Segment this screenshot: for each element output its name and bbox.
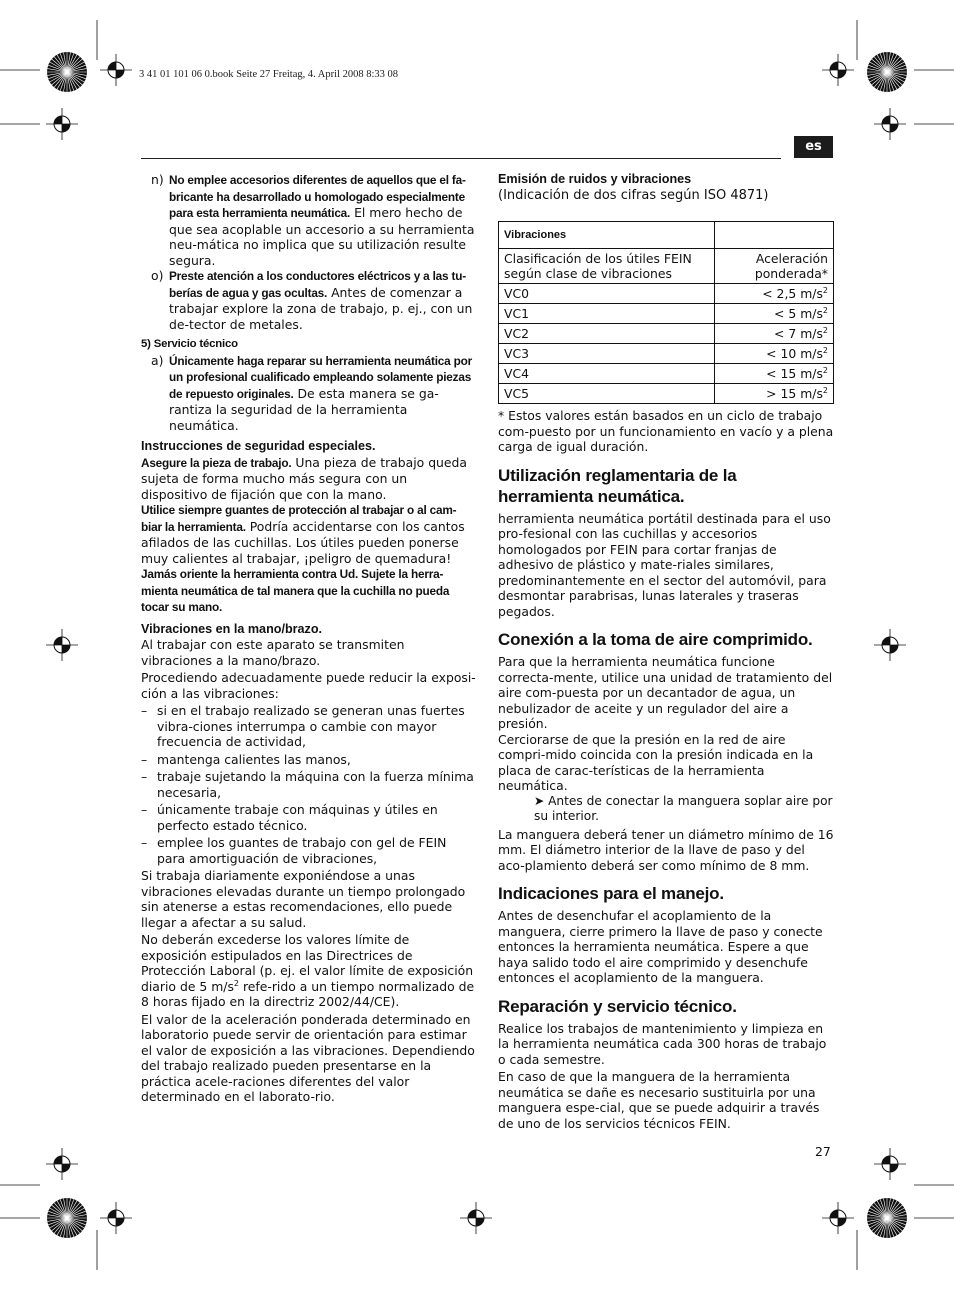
table-col1-header: Clasificación de los útiles FEIN según clase de vibraciones <box>499 249 715 284</box>
acceleration-value: < 2,5 $m/s^2$ <box>715 284 834 304</box>
vibrations-p2: Procediendo adecuadamente puede reducir la exposi-ción a las vibraciones: <box>141 670 476 701</box>
bottom-crop-marks <box>0 1185 954 1270</box>
compressed-air-p1: Para que la herramienta neumática funcione correcta-mente, utilice una unidad de tratamiento del aire com-puesta por un decantador de agua, un nebulizador de aceite y un regulador del aire a presión. <box>498 654 833 731</box>
arrow-right-icon: ➤ <box>534 793 545 808</box>
vibration-class: VC3 <box>499 344 715 364</box>
vibrations-p5: El valor de la aceleración ponderada determinado en laboratorio puede servir de orientación para estimar el valor de exposición a las vibraciones. Dependiendo del trabajo realizado pueden presentarse en la práctica acele-raciones diferentes del valor determinado en el laborato-rio. <box>141 1011 475 1104</box>
table-body <box>499 284 834 404</box>
paragraph-gloves: Utilice siempre guantes de protección al trabajar o al cam-biar la herramienta. Podría accidentarse con los cantos afilados de las cuchillas. Los útiles pueden ponerse muy calientes al trabajar, ¡peligro de quemadura! <box>141 503 465 566</box>
bullet-text: si en el trabajo realizado se generan unas fuertes vibra-ciones interrumpa o cambie con mayor frecuencia de actividad, <box>157 703 465 749</box>
table-header-label: Vibraciones <box>499 222 715 249</box>
bullet-text: trabaje sujetando la máquina con la fuerza mínima necesaria, <box>157 769 474 800</box>
vibrations-p3: Si trabaja diariamente exponiéndose a unas vibraciones elevadas durante un tiempo prolongado sin atenerse a estas recomendaciones, ello puede llegar a afectar a su salud. <box>141 868 466 930</box>
emission-subtitle: (Indicación de dos cifras según ISO 4871) <box>498 187 769 203</box>
acceleration-value: < 7 $m/s^2$ <box>715 324 834 344</box>
special-instructions-heading: Instrucciones de seguridad especiales. <box>141 439 376 453</box>
bullet-item <box>141 769 477 800</box>
handling-heading: Indicaciones para el manejo. <box>498 884 724 903</box>
acceleration-value: < 10 $m/s^2$ <box>715 344 834 364</box>
vibration-class: VC1 <box>499 304 715 324</box>
vibrations-p4: No deberán excederse los valores límite de exposición estipulados en las Directrices de Protección Laboral (p. ej. el valor límite de exposición diario de 5 $m/s^2$ refe-rido a un tiempo normalizado de 8 horas fijado en la directriz 2002/44/CE). <box>141 932 475 1009</box>
bullet-dash: – <box>141 703 148 718</box>
list-item-n: n) No emplee accesorios diferentes de aquellos que el fa-bricante ha desarrollado u homologado especialmente para esta herramienta neumática. El mero hecho de que sea acoplable un accesorio a su herramienta neu-mática no implica que su utilización resulte segura. <box>151 172 475 268</box>
table-col2-header: Aceleración ponderada* <box>715 249 834 284</box>
compressed-air-p3: La manguera deberá tener un diámetro mínimo de 16 mm. El diámetro interior de la llave de paso y del aco-plamiento deberá ser como mínimo de 8 mm. <box>498 826 834 873</box>
right-column <box>498 172 834 1131</box>
bullet-dash: – <box>141 835 148 850</box>
emission-heading: Emisión de ruidos y vibraciones <box>498 172 692 186</box>
table-row <box>499 344 834 364</box>
repair-heading: Reparación y servicio técnico. <box>498 996 737 1016</box>
acceleration-value: > 15 $m/s^2$ <box>715 384 834 404</box>
repair-p1: Realice los trabajos de mantenimiento y limpieza en la herramienta neumática cada 300 horas de trabajo o cada semestre. <box>498 1020 827 1067</box>
list-item-o: o) Preste atención a los conductores eléctricos y a las tu-berías de agua y gas ocultas. Antes de comenzar a trabajar explore la zona de trabajo, p. ej., con un de-tector de metales. <box>151 268 473 332</box>
bullet-dash: – <box>141 802 148 817</box>
paragraph-direction: Jamás oriente la herramienta contra Ud. Sujete la herra-mienta neumática de tal manera que la cuchilla no pueda tocar su mano. <box>141 567 450 614</box>
compressed-air-p2: Cerciorarse de que la presión en la red de aire compri-mido coincida con la presión indicada en la placa de carac-terísticas de la herramienta neumática. <box>498 731 814 793</box>
bullet-text: únicamente trabaje con máquinas y útiles en perfecto estado técnico. <box>157 802 438 833</box>
table-row <box>499 384 834 404</box>
table-header-empty <box>715 222 834 249</box>
vibrations-heading: Vibraciones en la mano/brazo. <box>141 621 323 636</box>
vibration-class: VC4 <box>499 364 715 384</box>
bullet-dash: – <box>141 769 148 784</box>
page-number: 27 <box>815 1144 831 1159</box>
compressed-air-note: ➤ Antes de conectar la manguera soplar aire por su interior. <box>534 793 833 823</box>
table-row <box>499 284 834 304</box>
table-row <box>499 324 834 344</box>
vibration-class: VC0 <box>499 284 715 304</box>
bullet-text: emplee los guantes de trabajo con gel de FEIN para amortiguación de vibraciones, <box>157 835 447 866</box>
proper-use-heading: Utilización reglamentaria de la herramienta neumática. <box>498 465 737 506</box>
handling-text: Antes de desenchufar el acoplamiento de la manguera, cierre primero la llave de paso y conecte entonces la herramienta neumática. Espere a que haya salido todo el aire comprimido y desenchufe entonces el acoplamiento de la manguera. <box>498 908 823 985</box>
table-row <box>499 364 834 384</box>
table-footnote: * Estos valores están basados en un ciclo de trabajo com-puesto por un funcionamiento en vacío y a plena carga de igual duración. <box>498 408 834 454</box>
section-5-heading: 5) Servicio técnico <box>141 338 238 350</box>
proper-use-text: herramienta neumática portátil destinada para el uso pro-fesional con las cuchillas y accesorios homologados por FEIN para cortar franjas de adhesivo de plástico y mate-riales similares, predominantemente en el sector del automóvil, para desmontar parabrisas, lunas laterales y traseras pegados. <box>498 510 831 619</box>
file-info-line: 3 41 01 101 06 0.book Seite 27 Freitag, 4. April 2008 8:33 08 <box>139 69 398 80</box>
paragraph-workpiece: Asegure la pieza de trabajo. Una pieza de trabajo queda sujeta de forma mucho más segura con un dispositivo de fijación que con la mano. <box>141 454 467 502</box>
bullet-item <box>141 802 477 833</box>
bullet-item <box>141 703 477 750</box>
bullet-item <box>141 752 477 768</box>
compressed-air-heading: Conexión a la toma de aire comprimido. <box>498 630 813 649</box>
vibration-table <box>498 221 834 404</box>
bullet-text: mantenga calientes las manos, <box>157 751 351 767</box>
vibrations-p1: Al trabajar con este aparato se transmiten vibraciones a la mano/brazo. <box>141 637 405 668</box>
vibration-bullet-list <box>141 703 477 866</box>
header-rule <box>141 158 781 159</box>
language-tab: es <box>794 136 833 158</box>
repair-p2: En caso de que la manguera de la herramienta neumática se dañe es necesario sustituirla por una manguera espe-cial, que se puede adquirir a través de uno de los servicios técnicos FEIN. <box>498 1069 820 1131</box>
left-column <box>141 172 477 1105</box>
bullet-item <box>141 835 477 866</box>
acceleration-value: < 15 $m/s^2$ <box>715 364 834 384</box>
bullet-dash: – <box>141 751 148 767</box>
vibration-class: VC2 <box>499 324 715 344</box>
list-item-a: a) Únicamente haga reparar su herramienta neumática por un profesional cualificado empleando solamente piezas de repuesto originales. De esta manera se ga-rantiza la seguridad de la herramienta neumática. <box>151 352 472 433</box>
acceleration-value: < 5 $m/s^2$ <box>715 304 834 324</box>
vibration-class: VC5 <box>499 384 715 404</box>
table-row <box>499 304 834 324</box>
